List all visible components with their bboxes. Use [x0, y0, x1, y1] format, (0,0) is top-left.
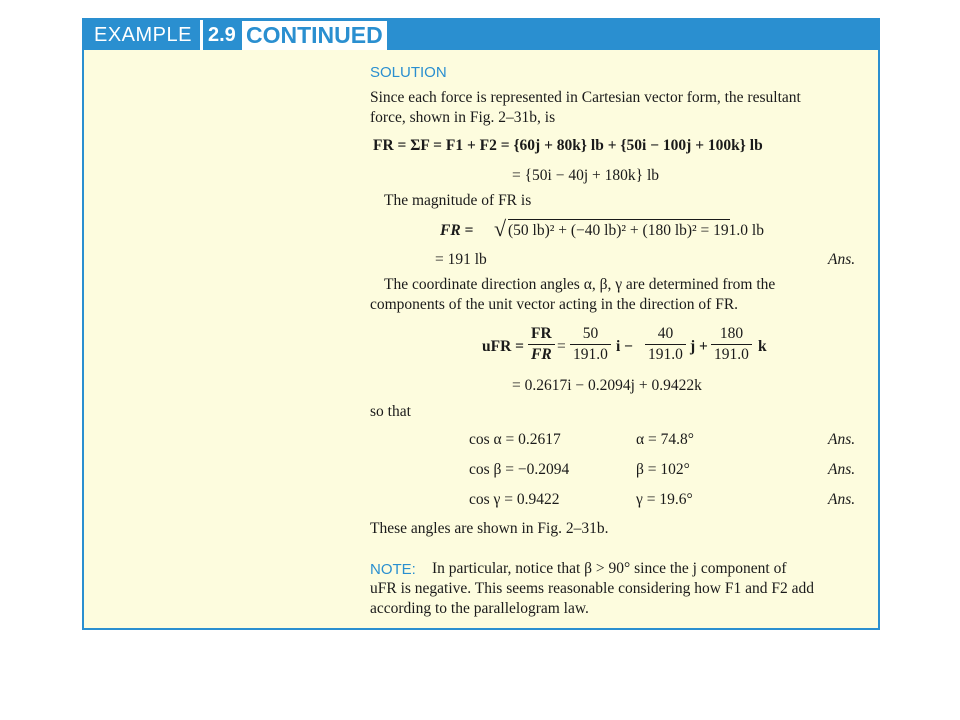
- answer-label: Ans.: [828, 431, 856, 448]
- fraction-k-component: [711, 324, 752, 365]
- unit-vector-lhs: uFR =: [482, 338, 524, 355]
- cos-alpha: cos α = 0.2617: [469, 431, 561, 448]
- answer-label: Ans.: [828, 491, 856, 508]
- answer-label: Ans.: [828, 251, 856, 268]
- solution-heading: SOLUTION: [370, 64, 447, 81]
- angles-shown-text: These angles are shown in Fig. 2–31b.: [370, 520, 609, 537]
- angles-line-2: components of the unit vector acting in the direction of FR.: [370, 296, 739, 313]
- magnitude-lhs: FR =: [440, 222, 474, 239]
- note-line-1: In particular, notice that β > 90° since the j component of: [432, 560, 787, 577]
- beta-angle: β = 102°: [636, 461, 690, 478]
- magnitude-expression: (50 lb)² + (−40 lb)² + (180 lb)² = 191.0 lb: [508, 222, 764, 239]
- fraction-denominator: 191.0: [573, 346, 608, 363]
- example-label: EXAMPLE: [94, 24, 192, 46]
- so-that-text: so that: [370, 403, 411, 420]
- fraction-j-component: [645, 324, 686, 365]
- example-header: [84, 20, 878, 50]
- fraction-i-component: [570, 324, 611, 365]
- alpha-angle: α = 74.8°: [636, 431, 694, 448]
- answer-label: Ans.: [828, 461, 856, 478]
- note-label: NOTE:: [370, 561, 416, 578]
- i-term: i −: [616, 338, 634, 355]
- resultant-equation: FR = ΣF = F1 + F2 = {60j + 80k} lb + {50i − 100j + 100k} lb: [373, 137, 763, 154]
- intro-line-2: force, shown in Fig. 2–31b, is: [370, 109, 556, 126]
- cos-beta: cos β = −0.2094: [469, 461, 570, 478]
- note-line-3: according to the parallelogram law.: [370, 600, 589, 617]
- fraction-denominator: 191.0: [648, 346, 683, 363]
- fraction-denominator: 191.0: [714, 346, 749, 363]
- unit-vector-result: = 0.2617i − 0.2094j + 0.9422k: [512, 377, 702, 394]
- fraction-numerator: FR: [528, 324, 555, 345]
- intro-line-1: Since each force is represented in Cartesian vector form, the resultant: [370, 89, 801, 106]
- resultant-equation-result: = {50i − 40j + 180k} lb: [512, 167, 660, 184]
- header-divider: [200, 20, 203, 50]
- gamma-angle: γ = 19.6°: [636, 491, 693, 508]
- example-panel: [82, 18, 880, 630]
- equals-sign: =: [557, 338, 566, 355]
- fraction-denominator: FR: [531, 346, 552, 363]
- radical-sign: √: [494, 216, 507, 241]
- radical-bar: [508, 219, 730, 220]
- magnitude-result: = 191 lb: [435, 251, 487, 268]
- magnitude-text: The magnitude of FR is: [384, 192, 532, 209]
- angles-line-1: The coordinate direction angles α, β, γ are determined from the: [384, 276, 776, 293]
- fraction-numerator: 40: [645, 324, 686, 345]
- fraction-force-over-magnitude: [528, 324, 555, 365]
- fraction-numerator: 180: [711, 324, 752, 345]
- fraction-numerator: 50: [570, 324, 611, 345]
- continued-label: CONTINUED: [242, 21, 387, 50]
- note-line-2: uFR is negative. This seems reasonable considering how F1 and F2 add: [370, 580, 814, 597]
- j-term: j +: [690, 338, 708, 355]
- example-number: 2.9: [208, 24, 236, 46]
- k-term: k: [758, 338, 767, 355]
- cos-gamma: cos γ = 0.9422: [469, 491, 560, 508]
